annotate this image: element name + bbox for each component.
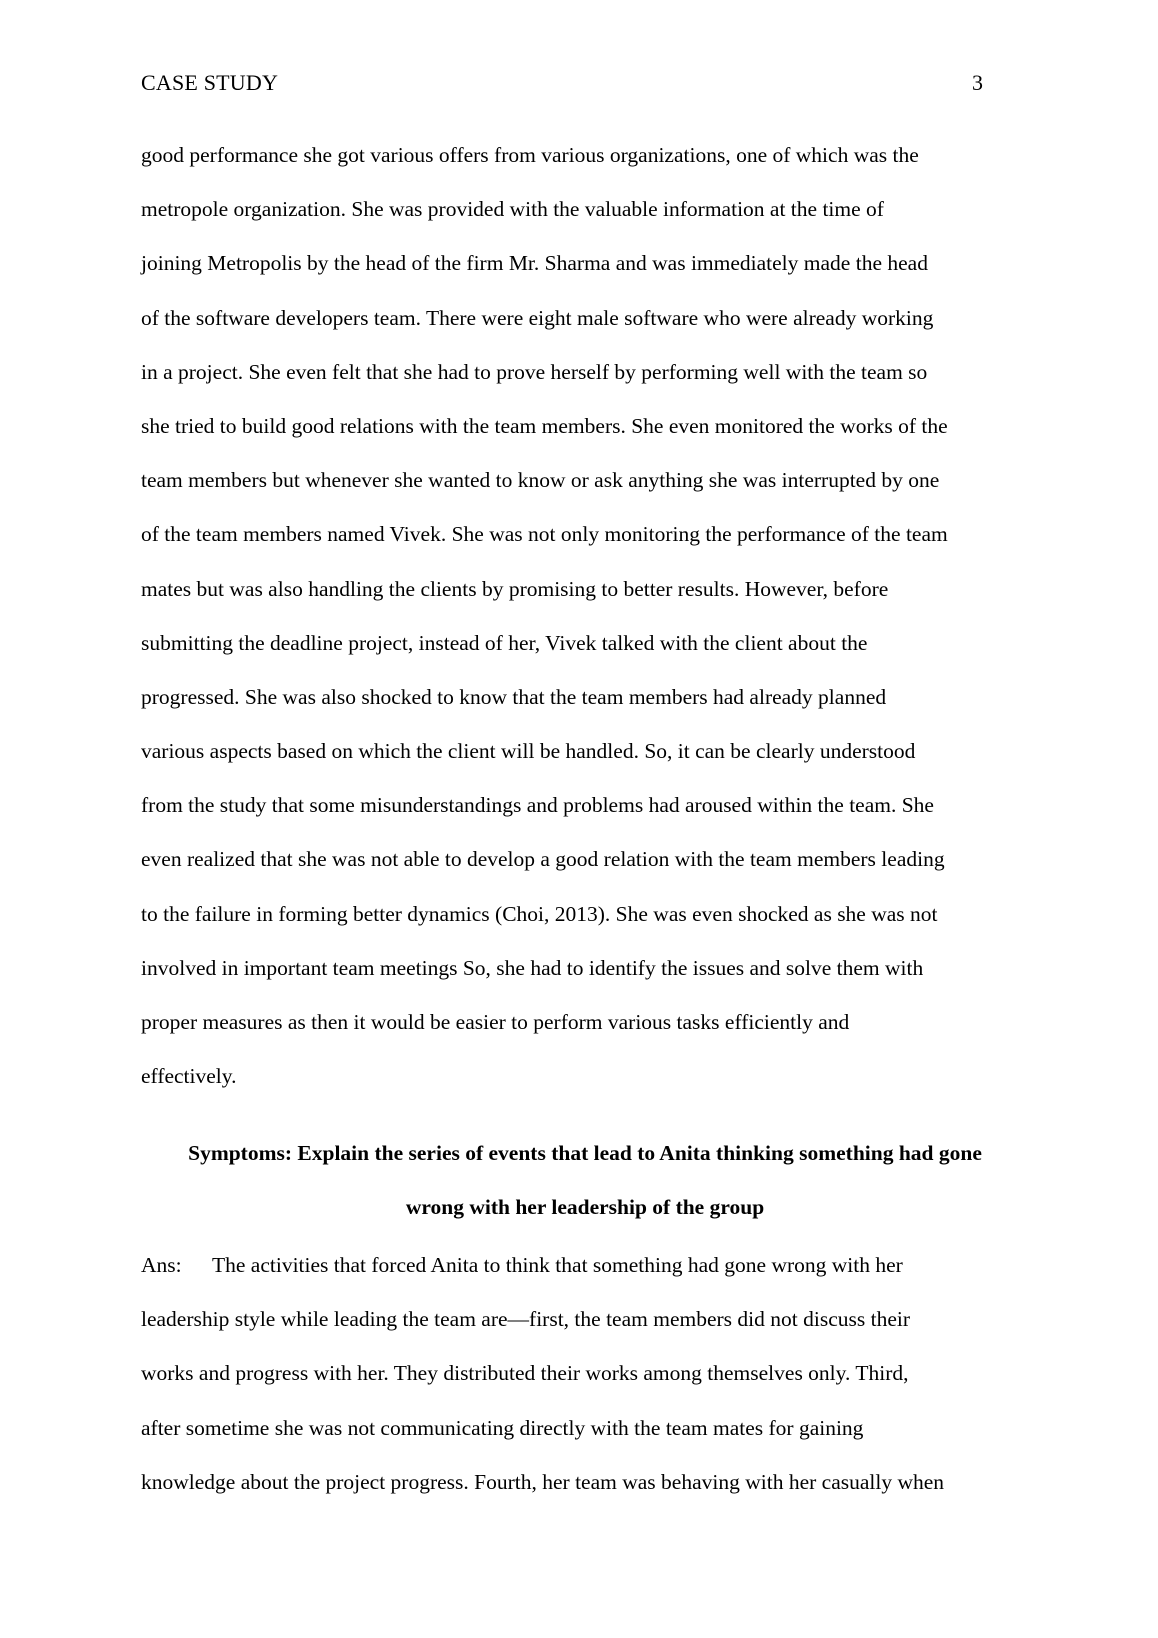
text-line: in a project. She even felt that she had to prove herself by performing well with the team so: [141, 359, 928, 384]
text-line: progressed. She was also shocked to know that the team members had already planned: [141, 684, 887, 709]
answer-label: Ans:: [141, 1253, 182, 1277]
text-line: from the study that some misunderstandings and problems had aroused within the team. She: [141, 793, 934, 818]
text-line: of the team members named Vivek. She was not only monitoring the performance of the team: [141, 522, 948, 547]
text-line: mates but was also handling the clients by promising to better results. However, before: [141, 576, 889, 601]
body-paragraph-2: [141, 1238, 1041, 1509]
text-line: to the failure in forming better dynamics (Choi, 2013). She was even shocked as she was not: [141, 901, 938, 926]
running-head: CASE STUDY: [141, 70, 279, 95]
heading-line: Symptoms: Explain the series of events that lead to Anita thinking something had gone: [188, 1141, 982, 1165]
answer-first-line-text: The activities that forced Anita to think that something had gone wrong with her: [212, 1253, 903, 1277]
text-line: various aspects based on which the client will be handled. So, it can be clearly understood: [141, 739, 916, 764]
text-line: knowledge about the project progress. Fourth, her team was behaving with her casually when: [141, 1469, 945, 1494]
text-line: after sometime she was not communicating directly with the team mates for gaining: [141, 1415, 864, 1440]
text-line: she tried to build good relations with the team members. She even monitored the works of the: [141, 413, 948, 438]
text-line: good performance she got various offers from various organizations, one of which was the: [141, 143, 919, 167]
answer-first-line: [141, 1238, 1041, 1292]
text-line: submitting the deadline project, instead of her, Vivek talked with the client about the: [141, 630, 868, 655]
text-line: even realized that she was not able to develop a good relation with the team members leading: [141, 847, 945, 872]
text-line: of the software developers team. There were eight male software who were already working: [141, 305, 934, 330]
text-line: involved in important team meetings So, she had to identify the issues and solve them with: [141, 955, 924, 980]
body-paragraph-1: [141, 128, 1041, 1103]
text-line: effectively.: [141, 1064, 237, 1089]
page-number: 3: [972, 70, 983, 95]
text-line: proper measures as then it would be easier to perform various tasks efficiently and: [141, 1010, 850, 1034]
heading-line: wrong with her leadership of the group: [405, 1195, 765, 1220]
text-line: team members but whenever she wanted to know or ask anything she was interrupted by one: [141, 468, 940, 493]
text-line: joining Metropolis by the head of the firm Mr. Sharma and was immediately made the head: [141, 251, 928, 276]
text-line: works and progress with her. They distributed their works among themselves only. Third,: [141, 1361, 909, 1386]
text-line: metropole organization. She was provided with the valuable information at the time of: [141, 197, 884, 222]
text-line: leadership style while leading the team are—first, the team members did not discuss their: [141, 1307, 911, 1332]
section-heading: [141, 1126, 1029, 1234]
